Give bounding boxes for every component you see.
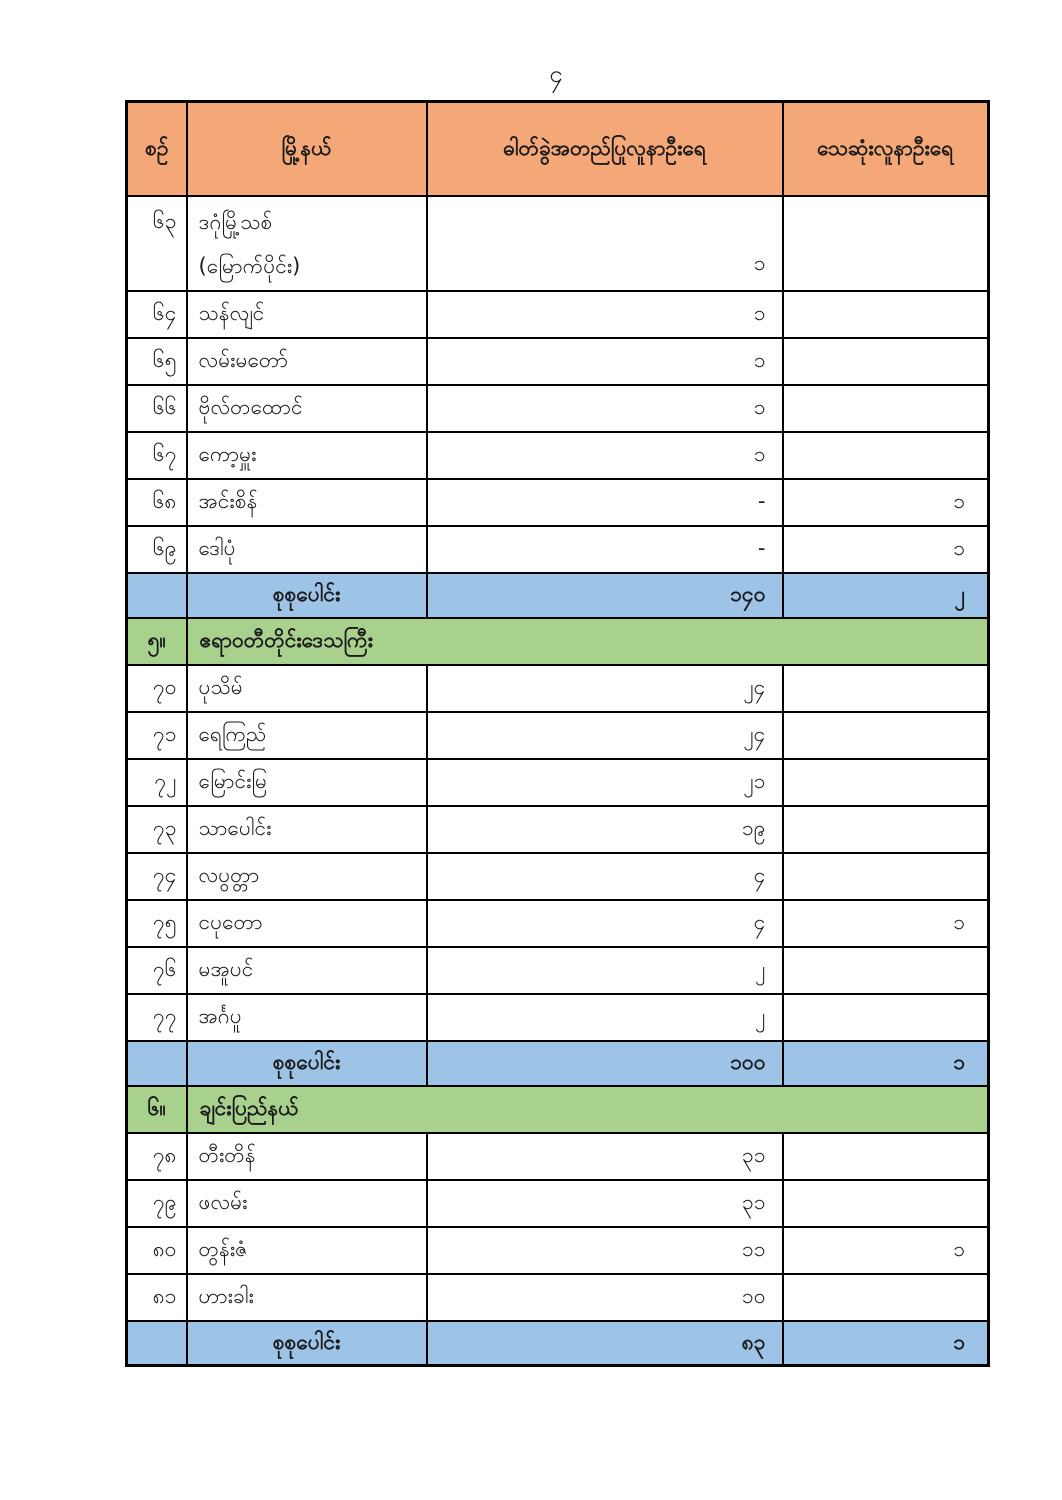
- confirmed-count: ၁၁: [427, 1227, 783, 1274]
- death-count: [783, 291, 989, 338]
- township-name: ဟားခါး: [187, 1274, 427, 1321]
- row-serial-number: ၇၂: [127, 759, 187, 806]
- row-serial-number: ၇၀: [127, 665, 187, 712]
- total-confirmed-count: ၁၄၀: [427, 573, 783, 618]
- township-name: ပုသိမ်: [187, 665, 427, 712]
- header-lab-confirmed-cases: ဓါတ်ခွဲအတည်ပြုလူနာဦးရေ: [427, 102, 783, 196]
- death-count: [783, 947, 989, 994]
- death-count: [783, 806, 989, 853]
- death-count: [783, 196, 989, 291]
- death-count: [783, 1180, 989, 1227]
- death-count: [783, 1133, 989, 1180]
- total-row: [127, 1041, 989, 1086]
- row-serial-number: ၇၅: [127, 900, 187, 947]
- township-name: [187, 196, 427, 291]
- confirmed-count: ၁၀: [427, 1274, 783, 1321]
- page-number: ၄: [549, 60, 563, 88]
- total-row: [127, 573, 989, 618]
- death-count: ၁: [783, 526, 989, 573]
- table-row: [127, 994, 989, 1041]
- table-row: [127, 196, 989, 291]
- table-row: [127, 1133, 989, 1180]
- total-death-count: ၁: [783, 1321, 989, 1366]
- total-death-count: ၂: [783, 573, 989, 618]
- death-count: ၁: [783, 900, 989, 947]
- row-serial-number: ၆၉: [127, 526, 187, 573]
- table-row: [127, 947, 989, 994]
- table-row: [127, 712, 989, 759]
- table-row: [127, 338, 989, 385]
- township-name: မအူပင်: [187, 947, 427, 994]
- total-label: စုစုပေါင်း: [187, 1041, 427, 1086]
- death-count: [783, 994, 989, 1041]
- covid-case-table: [125, 100, 990, 1367]
- row-serial-number: ၇၇: [127, 994, 187, 1041]
- section-region-name: ချင်းပြည်နယ်: [187, 1086, 989, 1133]
- death-count: [783, 432, 989, 479]
- table-row: [127, 385, 989, 432]
- header-township: မြို့နယ်: [187, 102, 427, 196]
- header-serial-no: စဉ်: [127, 102, 187, 196]
- row-serial-number: ၇၆: [127, 947, 187, 994]
- table-row: [127, 759, 989, 806]
- section-header-row: [127, 618, 989, 665]
- section-number: ၅။: [127, 618, 187, 665]
- section-region-name: ဧရာဝတီတိုင်းဒေသကြီး: [187, 618, 989, 665]
- death-count: [783, 853, 989, 900]
- table-row: [127, 432, 989, 479]
- township-name: သာပေါင်း: [187, 806, 427, 853]
- township-name: ငပုတော: [187, 900, 427, 947]
- total-empty-cell: [127, 573, 187, 618]
- death-count: [783, 338, 989, 385]
- table-row: [127, 900, 989, 947]
- total-label: စုစုပေါင်း: [187, 573, 427, 618]
- confirmed-count: ၁: [427, 291, 783, 338]
- total-empty-cell: [127, 1041, 187, 1086]
- confirmed-count: -: [427, 526, 783, 573]
- death-count: ၁: [783, 1227, 989, 1274]
- row-serial-number: ၈၁: [127, 1274, 187, 1321]
- confirmed-count: ၁: [427, 432, 783, 479]
- death-count: [783, 759, 989, 806]
- death-count: [783, 712, 989, 759]
- table-row: [127, 1180, 989, 1227]
- death-count: ၁: [783, 479, 989, 526]
- table-row: [127, 665, 989, 712]
- total-confirmed-count: ၈၃: [427, 1321, 783, 1366]
- row-serial-number: ၆၄: [127, 291, 187, 338]
- row-serial-number: ၆၈: [127, 479, 187, 526]
- row-serial-number: ၆၅: [127, 338, 187, 385]
- confirmed-count: ၂၄: [427, 712, 783, 759]
- total-confirmed-count: ၁၀၀: [427, 1041, 783, 1086]
- total-label: စုစုပေါင်း: [187, 1321, 427, 1366]
- confirmed-count: ၄: [427, 853, 783, 900]
- death-count: [783, 385, 989, 432]
- death-count: [783, 665, 989, 712]
- township-name: တွန်းဇံ: [187, 1227, 427, 1274]
- row-serial-number: ၆၇: [127, 432, 187, 479]
- township-name-line: ဒဂုံမြို့သစ်: [198, 209, 273, 234]
- section-number: ၆။: [127, 1086, 187, 1133]
- header-deaths: သေဆုံးလူနာဦးရေ: [783, 102, 989, 196]
- death-count: [783, 1274, 989, 1321]
- table-header-row: [127, 102, 989, 196]
- township-name: ဗိုလ်တထောင်: [187, 385, 427, 432]
- township-name: ရေကြည်: [187, 712, 427, 759]
- total-empty-cell: [127, 1321, 187, 1366]
- confirmed-count: ၁: [427, 196, 783, 291]
- township-name: ဒေါပုံ: [187, 526, 427, 573]
- row-serial-number: ၆၆: [127, 385, 187, 432]
- confirmed-count: ၂: [427, 947, 783, 994]
- row-serial-number: ၆၃: [127, 196, 187, 291]
- row-serial-number: ၇၁: [127, 712, 187, 759]
- total-death-count: ၁: [783, 1041, 989, 1086]
- table-row: [127, 853, 989, 900]
- table-body: [127, 196, 989, 1366]
- confirmed-count: ၃၁: [427, 1133, 783, 1180]
- table-row: [127, 806, 989, 853]
- township-name: သန်လျင်: [187, 291, 427, 338]
- table-row: [127, 479, 989, 526]
- township-name: မြောင်းမြ: [187, 759, 427, 806]
- confirmed-count: -: [427, 479, 783, 526]
- row-serial-number: ၇၃: [127, 806, 187, 853]
- table-row: [127, 526, 989, 573]
- township-name: အင်္ဂပူ: [187, 994, 427, 1041]
- confirmed-count: ၁: [427, 338, 783, 385]
- confirmed-count: ၃၁: [427, 1180, 783, 1227]
- township-name: လမ်းမတော်: [187, 338, 427, 385]
- confirmed-count: ၂: [427, 994, 783, 1041]
- township-name: လပွတ္တာ: [187, 853, 427, 900]
- row-serial-number: ၇၈: [127, 1133, 187, 1180]
- township-name-line: (မြောက်ပိုင်း): [198, 253, 301, 278]
- row-serial-number: ၇၄: [127, 853, 187, 900]
- confirmed-count: ၂၁: [427, 759, 783, 806]
- total-row: [127, 1321, 989, 1366]
- township-name: တီးတိန်: [187, 1133, 427, 1180]
- confirmed-count: ၄: [427, 900, 783, 947]
- table-row: [127, 1274, 989, 1321]
- township-name: ဖလမ်း: [187, 1180, 427, 1227]
- confirmed-count: ၁: [427, 385, 783, 432]
- section-header-row: [127, 1086, 989, 1133]
- row-serial-number: ၇၉: [127, 1180, 187, 1227]
- table-row: [127, 291, 989, 338]
- township-name: ကော့မှူး: [187, 432, 427, 479]
- township-name: အင်းစိန်: [187, 479, 427, 526]
- table-row: [127, 1227, 989, 1274]
- confirmed-count: ၁၉: [427, 806, 783, 853]
- row-serial-number: ၈၀: [127, 1227, 187, 1274]
- confirmed-count: ၂၄: [427, 665, 783, 712]
